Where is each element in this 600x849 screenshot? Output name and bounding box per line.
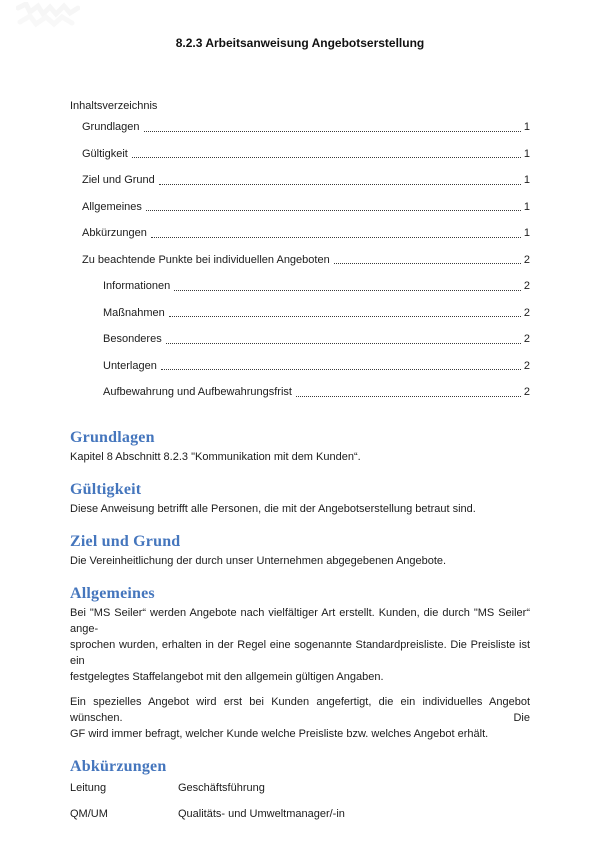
toc-leader-dots [169,316,521,317]
toc-entry-label: Zu beachtende Punkte bei individuellen Angeboten [82,253,330,266]
toc-entry-label: Unterlagen [103,359,157,372]
table-of-contents [70,121,530,399]
section-paragraph [70,605,530,685]
section-abkuerzungen [70,757,530,821]
abbreviation-row [70,808,530,821]
toc-leader-dots [151,237,521,238]
toc-entry-page: 2 [523,386,530,398]
toc-entry-page: 1 [523,227,530,239]
section-heading: Grundlagen [70,429,155,446]
toc-entry-label: Maßnahmen [103,306,165,319]
toc-entry-label: Ziel und Grund [82,174,155,186]
toc-leader-dots [296,396,521,397]
toc-entry-besonderes [70,333,530,346]
toc-leader-dots [174,290,521,291]
section-ziel-und-grund [70,532,530,569]
toc-heading: Inhaltsverzeichnis [70,100,158,112]
toc-entry-page: 2 [523,359,530,372]
toc-entry-massnahmen [70,307,530,320]
toc-leader-dots [146,210,521,211]
section-paragraph: Kapitel 8 Abschnitt 8.2.3 "Kommunikation mit dem Kunden“. [70,451,361,463]
toc-entry-grundlagen [70,121,530,134]
abbreviation-term: Leitung [70,782,107,794]
toc-entry-ziel-und-grund [70,174,530,187]
toc-leader-dots [144,131,521,132]
toc-entry-aufbewahrung [70,386,530,399]
section-heading: Ziel und Grund [70,533,181,550]
toc-entry-label: Abkürzungen [82,227,147,239]
toc-entry-unterlagen [70,360,530,373]
section-allgemeines [70,584,530,742]
section-heading: Allgemeines [70,585,155,602]
document-body [70,428,530,821]
section-paragraph [70,694,530,742]
toc-entry-allgemeines [70,201,530,214]
section-heading: Gültigkeit [70,481,142,498]
abbreviation-definition: Geschäftsführung [178,782,265,794]
toc-entry-page: 1 [523,147,530,160]
toc-leader-dots [166,343,521,344]
abbreviation-row [70,782,530,795]
toc-entry-label: Aufbewahrung und Aufbewahrungsfrist [103,386,292,398]
toc-entry-label: Besonderes [103,333,162,345]
section-paragraph: Diese Anweisung betrifft alle Personen, die mit der Angebotserstellung betraut sind. [70,503,476,515]
toc-leader-dots [334,263,521,264]
faded-corner-logo-mark [16,2,80,30]
toc-entry-informationen [70,280,530,293]
toc-leader-dots [132,157,521,158]
toc-entry-page: 1 [523,200,530,213]
paragraph-line: GF wird immer befragt, welcher Kunde welche Preisliste bzw. welches Angebot erhält. [70,728,489,740]
section-grundlagen [70,428,530,465]
toc-entry-page: 1 [523,121,530,133]
paragraph-line: festgelegtes Staffelangebot mit den allgemein gültigen Angaben. [70,671,384,683]
abbreviation-term: QM/UM [70,808,108,820]
toc-leader-dots [159,184,521,185]
paragraph-line: Bei "MS Seiler“ werden Angebote nach vielfältiger Art erstellt. Kunden, die durch "MS Seiler“ ange- [70,607,530,635]
toc-entry-gueltigkeit [70,148,530,161]
toc-entry-zu-beachtende-punkte [70,254,530,267]
toc-entry-label: Allgemeines [82,200,142,213]
toc-entry-page: 2 [523,306,530,319]
document-title: 8.2.3 Arbeitsanweisung Angebotserstellung [175,36,425,50]
section-paragraph: Die Vereinheitlichung der durch unser Unternehmen abgegebenen Angebote. [70,555,447,567]
toc-entry-page: 2 [523,333,530,345]
toc-entry-page: 2 [523,280,530,292]
section-heading: Abkürzungen [70,758,167,775]
paragraph-line: Ein spezielles Angebot wird erst bei Kunden angefertigt, die ein individuelles Angebot wünschen. Die [70,696,530,724]
toc-entry-label: Gültigkeit [82,147,128,160]
toc-entry-page: 1 [523,174,530,186]
toc-entry-page: 2 [523,253,530,266]
section-gueltigkeit [70,480,530,517]
toc-entry-label: Grundlagen [82,121,140,133]
toc-entry-abkuerzungen [70,227,530,240]
toc-entry-label: Informationen [103,280,171,292]
toc-leader-dots [161,369,521,370]
paragraph-line: sprochen wurden, erhalten in der Regel eine sogenannte Standardpreisliste. Die Preisliste ist ein [70,639,530,667]
abbreviation-definition: Qualitäts- und Umweltmanager/-in [178,808,345,820]
